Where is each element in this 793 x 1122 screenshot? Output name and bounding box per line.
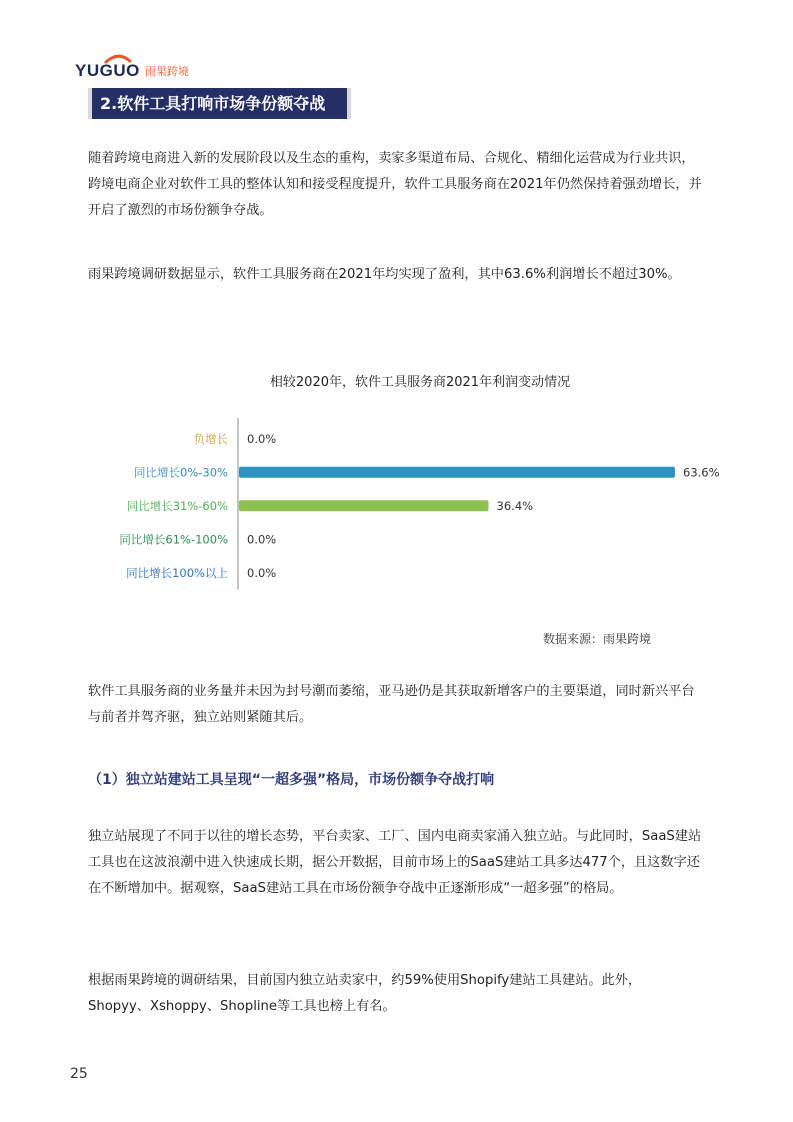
chart-value-label: 63.6% xyxy=(683,465,720,480)
logo-arc-icon xyxy=(105,53,131,63)
paragraph-shopify: 根据雨果跨境的调研结果，目前国内独立站卖家中，约59%使用Shopify建站工具建站。此外，Shopyy、Xshoppy、Shopline等工具也榜上有名。 xyxy=(88,973,642,1014)
chart-category-label: 同比增长0%-30% xyxy=(134,465,228,480)
paragraph-channels: 软件工具服务商的业务量并未因为封号潮而萎缩，亚马逊仍是其获取新增客户的主要渠道，同时新兴平台与前者并驾齐驱，独立站则紧随其后。 xyxy=(88,684,695,725)
chart-category-label: 同比增长61%-100% xyxy=(119,532,228,547)
page-number: 25 xyxy=(70,1066,88,1082)
chart-bar xyxy=(239,500,489,511)
paragraph-intro: 随着跨境电商进入新的发展阶段以及生态的重构，卖家多渠道布局、合规化、精细化运营成为行业共识，跨境电商企业对软件工具的整体认知和接受程度提升，软件工具服务商在2021年仍然保持着强劲增长，并开启了激烈的市场份额争夺战。 xyxy=(88,151,702,218)
chart-value-label: 0.0% xyxy=(247,532,277,547)
subheading: （1）独立站建站工具呈现“一超多强”格局，市场份额争夺战打响 xyxy=(88,772,495,788)
chart-category-label: 负增长 xyxy=(193,431,228,446)
logo-text-cn: 雨果跨境 xyxy=(144,65,189,78)
profit-change-chart xyxy=(88,418,720,598)
chart-source: 数据来源：雨果跨境 xyxy=(542,632,651,646)
chart-value-label: 0.0% xyxy=(247,431,277,446)
paragraph-standalone: 独立站展现了不同于以往的增长态势，平台卖家、工厂、国内电商卖家涌入独立站。与此同时，SaaS建站工具也在这波浪潮中进入快速成长期，据公开数据，目前市场上的SaaS建站工具多达477个，且这数字还在不断增加中。据观察，SaaS建站工具在市场份额争夺战中正逐渐形成“一超多强”的格局。 xyxy=(88,829,702,896)
chart-category-label: 同比增长100%以上 xyxy=(126,565,228,580)
paragraph-survey: 雨果跨境调研数据显示，软件工具服务商在2021年均实现了盈利，其中63.6%利润增长不超过30%。 xyxy=(88,267,681,282)
chart-category-label: 同比增长31%-60% xyxy=(126,498,228,513)
chart-title: 相较2020年，软件工具服务商2021年利润变动情况 xyxy=(269,375,571,390)
chart-bar xyxy=(239,467,675,478)
logo-wordmark xyxy=(75,62,140,80)
section-heading: 2.软件工具打响市场争份额夺战 xyxy=(88,88,351,119)
logo xyxy=(75,56,189,80)
logo-text-en: YUGUO xyxy=(75,61,140,80)
chart-value-label: 36.4% xyxy=(496,498,534,513)
chart-value-label: 0.0% xyxy=(247,565,277,580)
